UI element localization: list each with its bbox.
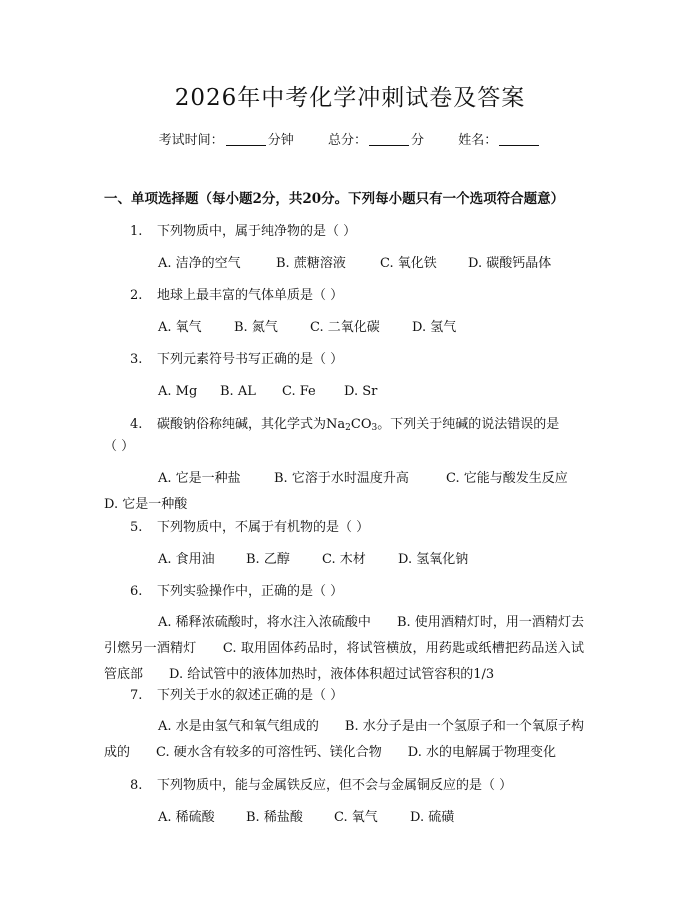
question-8: [104, 776, 584, 796]
option-b: B. 乙醇: [246, 552, 290, 567]
option-b: B. AL: [220, 384, 256, 399]
option-c: C. 氧化铁: [380, 256, 437, 271]
question-2-options: [158, 318, 588, 338]
option-b: B. 稀盐酸: [246, 810, 303, 825]
option-d: D. 氢氧化钠: [398, 552, 469, 567]
question-6-options: A. 稀释浓硫酸时，将水注入浓硫酸中 B. 使用酒精灯时，用一酒精灯去引燃另一酒精灯 C. 取用固体药品时，将试管横放，用药匙或纸槽把药品送入试管底部 D. 给试管中的液体加热时，液体体积超过试管容积的1/3: [104, 615, 584, 682]
question-number: 5.: [130, 520, 143, 535]
option-d: D. 硫磺: [410, 810, 455, 825]
name-blank: [499, 133, 539, 146]
question-number: 6.: [130, 584, 143, 599]
question-1-options: [158, 254, 588, 274]
option-c: C. 它能与酸发生反应: [446, 471, 568, 486]
question-3: [104, 350, 584, 370]
question-number: 3.: [130, 352, 143, 367]
question-number: 4.: [130, 417, 143, 432]
section-heading: 一、单项选择题（每小题2分，共20分。下列每小题只有一个选项符合题意）: [104, 191, 565, 207]
option-a: A. 它是一种盐: [158, 471, 241, 486]
question-8-options: [158, 808, 588, 828]
score-label: 总分：: [327, 133, 367, 148]
option-c: C. 木材: [322, 552, 366, 567]
option-a: A. Mg: [158, 384, 198, 399]
question-stem-rest: 。下列关于纯碱的说法错误的是: [377, 417, 560, 432]
page-title: 2026年中考化学冲刺试卷及答案: [174, 85, 526, 111]
option-a: A. 稀硫酸: [158, 810, 215, 825]
option-c: C. 氧气: [334, 810, 378, 825]
option-d: D. 它是一种酸: [104, 497, 188, 512]
time-label: 考试时间：: [158, 133, 224, 148]
option-b: B. 蔗糖溶液: [276, 256, 346, 271]
option-d: D. 碳酸钙晶体: [468, 256, 552, 271]
question-stem: 地球上最丰富的气体单质是（ ）: [157, 288, 344, 303]
question-number: 7.: [130, 688, 143, 703]
question-6: [104, 582, 584, 602]
option-a: A. 食用油: [158, 552, 215, 567]
score-unit: 分: [411, 133, 425, 148]
question-4-options: [104, 466, 584, 518]
time-unit: 分钟: [267, 133, 294, 148]
question-stem: 下列物质中，不属于有机物的是（ ）: [157, 520, 370, 535]
question-number: 1.: [130, 224, 143, 239]
option-c: C. Fe: [282, 384, 316, 399]
question-5-options: [158, 550, 588, 570]
question-2: [104, 286, 584, 306]
question-stem: 下列物质中，属于纯净物的是（ ）: [157, 224, 357, 239]
question-number: 8.: [130, 778, 143, 793]
question-stem: 下列实验操作中，正确的是（ ）: [157, 584, 344, 599]
score-blank: [369, 133, 409, 146]
subscript: 2: [345, 423, 351, 433]
question-7: [104, 686, 584, 706]
question-1: [104, 222, 584, 242]
option-a: A. 洁净的空气: [158, 256, 241, 271]
answer-bracket: （ ）: [104, 439, 135, 454]
question-number: 2.: [130, 288, 143, 303]
option-b: B. 氮气: [234, 320, 278, 335]
question-stem-formula: CO: [350, 417, 372, 432]
option-a: A. 氧气: [158, 320, 202, 335]
question-4: [104, 414, 584, 458]
exam-info-line: [0, 131, 700, 151]
question-7-options: A. 水是由氢气和氧气组成的 B. 水分子是由一个氢原子和一个氧原子构成的 C. 硬水含有较多的可溶性钙、镁化合物 D. 水的电解属于物理变化: [104, 719, 584, 760]
subscript: 3: [371, 423, 378, 433]
option-d: D. Sr: [344, 384, 378, 399]
question-stem: 碳酸钠俗称纯碱，其化学式为Na: [157, 417, 346, 432]
question-5: [104, 518, 584, 538]
option-b: B. 它溶于水时温度升高: [274, 471, 409, 486]
time-blank: [226, 133, 266, 146]
option-c: C. 二氧化碳: [310, 320, 380, 335]
question-stem: 下列关于水的叙述正确的是（ ）: [157, 688, 344, 703]
question-3-options: [158, 382, 588, 402]
question-stem: 下列物质中，能与金属铁反应，但不会与金属铜反应的是（ ）: [157, 778, 513, 793]
question-stem: 下列元素符号书写正确的是（ ）: [157, 352, 344, 367]
option-d: D. 氢气: [412, 320, 457, 335]
name-label: 姓名：: [458, 133, 498, 148]
